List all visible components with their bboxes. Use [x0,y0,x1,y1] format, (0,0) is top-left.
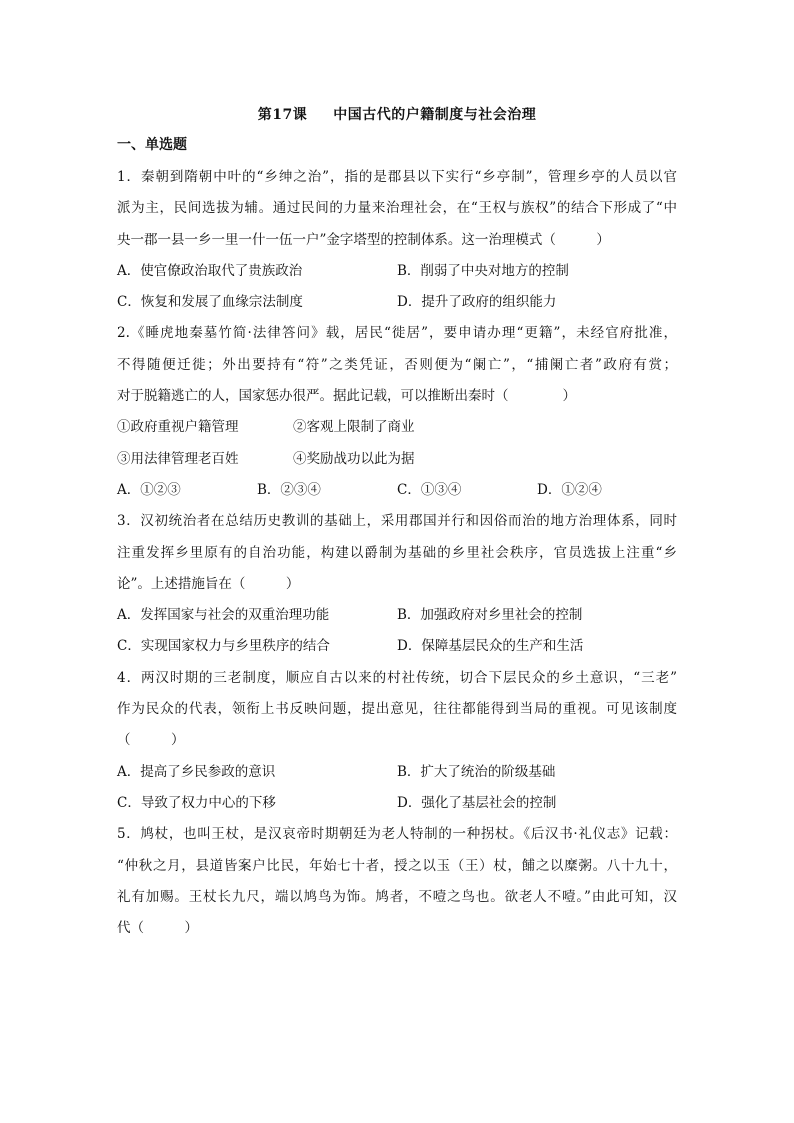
page-title [0,104,794,124]
question-list [117,162,677,944]
question-2-option-a[interactable]: A．①②③ [117,481,181,498]
question-4-option-d[interactable]: D．强化了基层社会的控制 [397,794,557,811]
question-2 [117,318,677,506]
question-1 [117,162,677,318]
question-5-line-2: “仲秋之月，县道皆案户比民，年始七十者，授之以玉（王）杖，餔之以糜粥。八十九十， [117,857,677,874]
question-3-line-1: 3．汉初统治者在总结历史教训的基础上，采用郡国并行和因俗而治的地方治理体系，同时 [117,513,677,530]
question-2-item-2: ②客观上限制了商业 [293,419,415,436]
question-1-option-c[interactable]: C．恢复和发展了血缘宗法制度 [117,294,303,311]
question-1-line-2: 派为主，民间选拔为辅。通过民间的力量来治理社会，在“王权与族权”的结合下形成了“中 [117,200,677,217]
question-5-line-1: 5．鸠杖，也叫王杖，是汉哀帝时期朝廷为老人特制的一种拐杖。《后汉书·礼仪志》记载： [117,826,677,843]
question-5-line-4: 代（ ） [117,920,198,937]
question-2-item-4: ④奖励战功以此为据 [293,450,415,467]
lesson-number: 第17课 [257,107,308,123]
question-3-line-3: 论”。上述措施旨在（ ） [117,575,300,592]
question-2-option-d[interactable]: D．①②④ [537,481,602,498]
question-2-line-2: 不得随便迁徙；外出要持有“符”之类凭证，否则便为“阑亡”，“捕阑亡者”政府有赏； [117,356,677,373]
question-2-line-1: 2.《睡虎地秦墓竹简·法律答问》载，居民“徙居”，要申请办理“更籍”，未经官府批准， [117,325,677,342]
question-4-option-a[interactable]: A．提高了乡民参政的意识 [117,763,276,780]
question-4-option-b[interactable]: B．扩大了统治的阶级基础 [397,763,556,780]
question-1-line-1: 1．秦朝到隋朝中叶的“乡绅之治”，指的是郡县以下实行“乡亭制”，管理乡亭的人员以官 [117,169,677,185]
question-4-option-c[interactable]: C．导致了权力中心的下移 [117,794,276,811]
question-2-item-3: ③用法律管理老百姓 [117,450,239,467]
question-3 [117,506,677,662]
question-2-option-b[interactable]: B．②③④ [257,481,321,498]
question-3-line-2: 注重发挥乡里原有的自治功能，构建以爵制为基础的乡里社会秩序，官员选拔上注重“乡 [117,544,677,561]
question-2-item-1: ①政府重视户籍管理 [117,419,239,436]
question-4-line-2: 作为民众的代表，领衔上书反映问题，提出意见，往往都能得到当局的重视。可见该制度 [117,701,677,718]
question-1-option-b[interactable]: B．削弱了中央对地方的控制 [397,262,569,279]
question-3-option-d[interactable]: D．保障基层民众的生产和生活 [397,638,584,655]
question-1-option-d[interactable]: D．提升了政府的组织能力 [397,294,557,311]
question-5-line-3: 礼有加赐。王杖长九尺，端以鸠鸟为饰。鸠者，不噎之鸟也。欲老人不噎。”由此可知，汉 [117,888,677,905]
question-3-option-a[interactable]: A．发挥国家与社会的双重治理功能 [117,607,330,624]
question-4-line-3: （ ） [117,732,185,749]
section-heading: 一、单选题 [117,137,187,153]
question-4-line-1: 4．两汉时期的三老制度，顺应自古以来的村社传统，切合下层民众的乡土意识，“三老” [117,669,677,686]
question-3-option-b[interactable]: B．加强政府对乡里社会的控制 [397,607,583,624]
lesson-name: 中国古代的户籍制度与社会治理 [333,107,537,123]
question-4 [117,663,677,819]
question-1-line-3: 央一郡一县一乡一里一什一伍一户”金字塔型的控制体系。这一治理模式（ ） [117,231,610,248]
question-2-line-3: 对于脱籍逃亡的人，国家惩办很严。据此记载，可以推断出秦时（ ） [117,388,576,405]
question-1-option-a[interactable]: A．使官僚政治取代了贵族政治 [117,262,303,279]
question-5 [117,819,677,944]
question-3-option-c[interactable]: C．实现国家权力与乡里秩序的结合 [117,638,330,655]
question-2-option-c[interactable]: C．①③④ [397,481,462,498]
